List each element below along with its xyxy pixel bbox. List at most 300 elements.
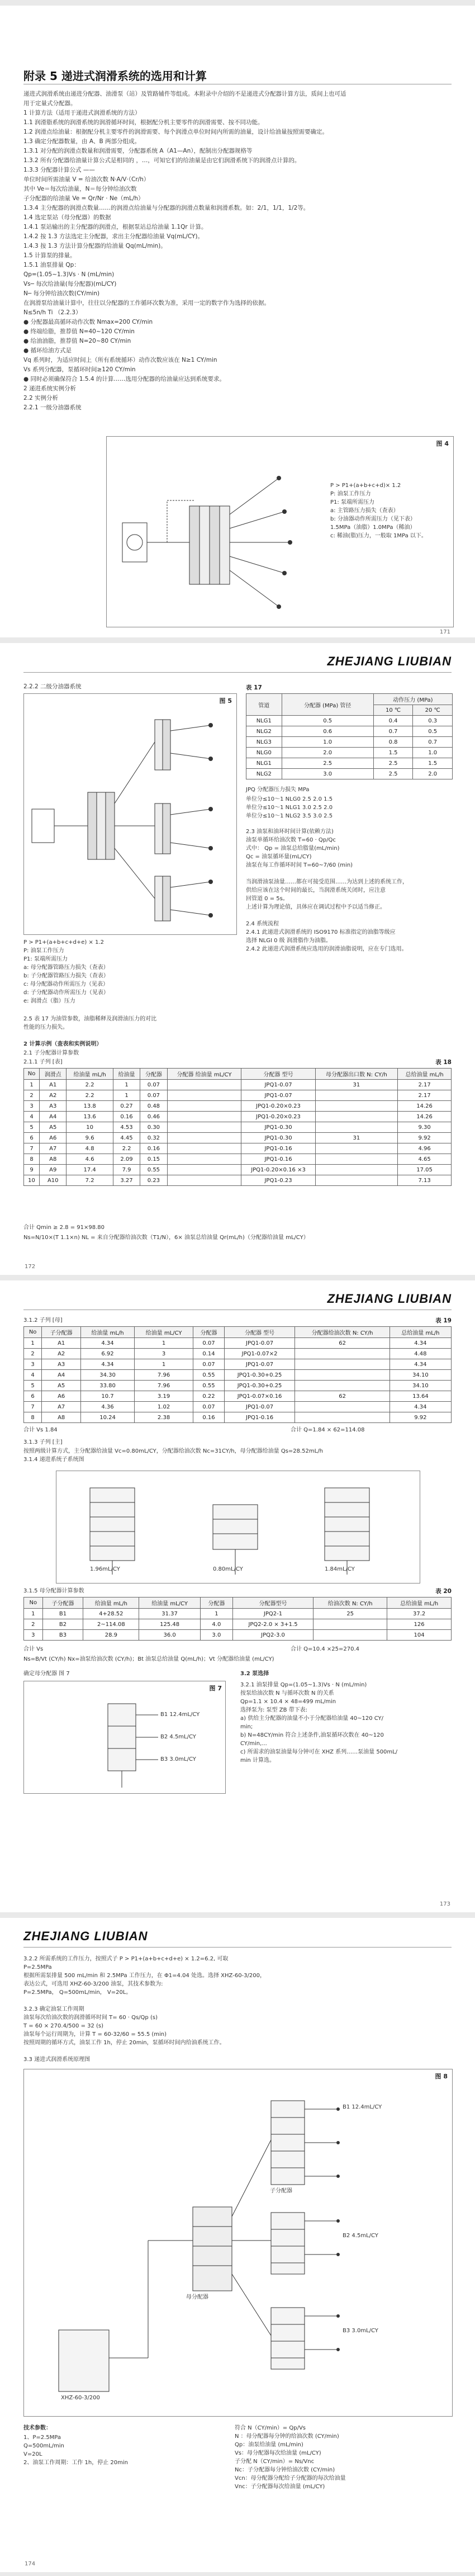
table-cell: NLG1 (246, 758, 282, 769)
table-cell (314, 1630, 387, 1641)
table-cell: 7.2 (66, 1175, 113, 1186)
table-cell: 0.6 (282, 726, 373, 737)
table-cell: 0.07 (140, 1090, 167, 1101)
table-header-cell: 给油量 mL/h (66, 1069, 113, 1080)
table-row (24, 1349, 452, 1359)
table-cell: 3 (24, 1359, 42, 1370)
text-line: P=2.5MPa， Q=500mL/min， V=20L。 (23, 1989, 132, 1996)
table-header-cell: 分配器 (200, 1597, 232, 1609)
body-line: 1.3.3 分配器计算公式 —— (23, 167, 95, 173)
side-line: 供给应该在这个时间的最长，当润滑系统关闭时，应注意 (246, 887, 386, 894)
table-header-cell: 给油次数 N: CY/h (314, 1597, 387, 1609)
table-header-cell: 子分配器 (42, 1327, 81, 1338)
side-line: Qc = 油泵循环量(mL/CY) (246, 854, 312, 860)
table-cell: 9.92 (390, 1412, 451, 1423)
table-row (24, 1619, 452, 1630)
page-172 (0, 643, 475, 1275)
brand-header: ZHEJIANG LIUBIAN (327, 1292, 452, 1306)
tech-param-line: 2、油泵工作周期：工作 1h，停止 20min (23, 2460, 129, 2466)
table-cell: 2 (24, 1619, 43, 1630)
formula-block (23, 938, 109, 1005)
table-cell: 7 (24, 1143, 40, 1154)
table-cell: 0.27 (113, 1101, 140, 1112)
table-cell: 1 (113, 1080, 140, 1090)
legend-line: 符合 N（CY/min）= Qp/Vs (235, 2425, 306, 2431)
sub-label: 子分配器 (270, 2188, 292, 2194)
table-cell (314, 1619, 387, 1630)
table-cell (295, 1349, 390, 1359)
table-header-row (24, 1069, 452, 1080)
table-cell: 7.9 (113, 1165, 140, 1175)
table-cell: 0.5 (282, 716, 373, 726)
table-cell: 2.0 (413, 769, 453, 779)
table-cell: 8 (24, 1154, 40, 1165)
table-row (24, 1630, 452, 1641)
table-cell: A3 (40, 1101, 66, 1112)
text-line: 按照周期的循环方式，油泵工作 1h，停止 20min，泵循环时间内给油系统工作。 (23, 2040, 225, 2046)
table-row (24, 1122, 452, 1133)
table-20-label: 表 20 (435, 1588, 452, 1595)
table-header-cell: 给油量 mL/h (83, 1597, 139, 1609)
table-cell: JPQ1-0.07 (224, 1359, 295, 1370)
table-cell: NLG1 (246, 716, 282, 726)
formula-line: a: 母分配器管路压力损失（查表） (23, 965, 109, 971)
table-cell: 4.65 (398, 1154, 452, 1165)
text-line: 油泵每个运行周期为，计算 T = 60-32/60 = 55.5 (min) (23, 2031, 167, 2038)
sec-2-1-1: 2.1.1 子列 [表] (23, 1059, 63, 1065)
table-cell: 3.0 (200, 1630, 232, 1641)
body-line: 用于定量式分配器。 (23, 100, 77, 107)
figure-note-line: a: 主管路压力损失（查表） (330, 508, 399, 514)
table-cell: 4.53 (113, 1122, 140, 1133)
table-cell: 3 (24, 1101, 40, 1112)
table-cell: A8 (40, 1154, 66, 1165)
formula-line: P1: 泵端所需压力 (23, 956, 68, 962)
side-line: 2.4.2 此递进式润滑系统应选用的润滑油脂说明，应在专门选用。 (246, 946, 407, 952)
diag-label-a: 1.96mL/CY (90, 1566, 120, 1572)
page-number: 171 (439, 629, 450, 635)
figure-4 (106, 436, 454, 627)
legend-line: Vcn：母分配器分配给子分配器的每次给油量 (235, 2475, 346, 2482)
table-cell: 0.3 (413, 716, 453, 726)
table-cell: 25 (314, 1609, 387, 1619)
formula-line: b: 子分配器管路压力损失（查表） (23, 973, 109, 979)
table-cell: JPQ1-0.07×2 (224, 1349, 295, 1359)
table-cell: 126 (387, 1619, 452, 1630)
table-header-cell: No (24, 1069, 40, 1080)
sec-2: 2 计算示例（查表和实例说明） (23, 1041, 102, 1047)
table-row (24, 1154, 452, 1165)
table-cell: 0.16 (140, 1143, 167, 1154)
table-cell: 2.5 (373, 769, 413, 779)
table-header-cell: 子分配器 (42, 1597, 83, 1609)
table-row (24, 1165, 452, 1175)
table-row (24, 1101, 452, 1112)
text-line: min; (240, 1724, 253, 1730)
text-line: a) 供给主分配器的油量不小于分配器给油量 40~120 CY/ (240, 1715, 384, 1722)
page-number: 172 (25, 1264, 36, 1270)
lube-system-diagram (111, 445, 324, 623)
table-cell: 9.92 (398, 1133, 452, 1143)
table-cell: A2 (40, 1090, 66, 1101)
body-line: Vs─ 每次给油量(每分配器)(mL/CY) (23, 281, 117, 287)
page4-text (23, 1955, 265, 2064)
table-header-cell: 润滑点 (40, 1069, 66, 1080)
table-header-cell: 总给油量 mL/h (398, 1069, 452, 1080)
table-cell: 4.45 (113, 1133, 140, 1143)
side-line: 当润滑油泵油量……都在可接受范围……为达到上述的系统工作， (246, 879, 408, 885)
table-cell (167, 1154, 241, 1165)
table-row (24, 1090, 452, 1101)
table-cell: A5 (40, 1122, 66, 1133)
table-cell: JPQ1-0.30 (241, 1133, 315, 1143)
chapter-title: 附录 5 递进式润滑系统的选用和计算 (23, 69, 207, 83)
table-cell: NLG2 (246, 769, 282, 779)
table-cell (295, 1381, 390, 1391)
table-cell: JPQ1-0.20×0.23 (241, 1112, 315, 1122)
text-line: 选择泵为: 泵型 ZB 带下表: (240, 1707, 307, 1713)
table-cell: 10.7 (81, 1391, 135, 1402)
body-line: 在润滑泵给油量计算中，往往以分配器的工作循环次数为准，采用一定的数字作为选择的依据。 (23, 300, 270, 306)
table-cell: 34.10 (390, 1381, 451, 1391)
body-line: 1.2 润滑点给油量：根据配分机主要零件的润滑需要、每个润滑点单位时间内所需的油量，设计给油量按照需要确定。 (23, 129, 329, 135)
table-17-label: 表 17 (246, 684, 262, 691)
table-cell: 2.17 (398, 1080, 452, 1090)
table-cell: 34.10 (390, 1370, 451, 1381)
table-cell: 3.19 (134, 1391, 193, 1402)
table-20 (23, 1597, 452, 1641)
side-line (246, 911, 408, 920)
pressure-table (246, 693, 453, 779)
table-cell: A8 (42, 1412, 81, 1423)
fig7-b1: B1 12.4mL/CY (160, 1712, 200, 1718)
legend-line: Vs：母分配器每次给油量 (mL/CY) (235, 2450, 321, 2456)
table-header-cell: 给油量 mL/h (81, 1327, 135, 1338)
body-line: 1.4.3 按 1.3 方法计算分配器的给油量 Qq(mL/min)。 (23, 243, 167, 249)
table-cell: 2.0 (282, 748, 373, 758)
table-18-label: 表 18 (435, 1059, 452, 1066)
figure-note-line: P > P1+(a+b+c+d)× 1.2 (330, 483, 401, 489)
table-header-cell: 总给油量 mL/h (387, 1597, 452, 1609)
table-cell: 4.34 (390, 1359, 451, 1370)
bottom-note-2: 性能的压力损失。 (23, 1024, 68, 1031)
body-line: ● 同时必须确保符合 1.5.4 的计算……选用分配器的给油量应达到系统要求。 (23, 376, 225, 382)
table-cell: 3 (134, 1349, 193, 1359)
sec-2-1: 2.1 子分配器计算参数 (23, 1050, 79, 1056)
table-19-total: 合计 Vs 1.84 (23, 1427, 58, 1433)
table-cell: 1 (24, 1338, 42, 1349)
two-stage-diagram (26, 697, 233, 932)
b2-label: B2 4.5mL/CY (343, 2233, 378, 2239)
table-cell: A4 (42, 1370, 81, 1381)
table-row (24, 1133, 452, 1143)
left-sub: 确定母分配器 图 7 (23, 1671, 70, 1677)
body-line: 1.1 润滑脂系统的润滑系统的润滑循环时间，根据配分机主要零件的润滑需要、按不同功能。 (23, 119, 264, 126)
table-cell: 3.0 (282, 769, 373, 779)
table-cell: 4.96 (398, 1143, 452, 1154)
table-row (24, 1143, 452, 1154)
tech-param-line: V=20L (23, 2451, 42, 2457)
table-header-cell: 给油量 (113, 1069, 140, 1080)
table-cell: 125.48 (139, 1619, 201, 1630)
table-cell: 0.14 (193, 1349, 225, 1359)
table-cell: 7 (24, 1402, 42, 1412)
table-header-row (24, 1327, 452, 1338)
table-cell: 4 (24, 1112, 40, 1122)
table-row (24, 1338, 452, 1349)
table-cell: 62 (295, 1338, 390, 1349)
table-cell: 0.22 (193, 1391, 225, 1402)
text-line: 油泵每次给油次数的润滑循环时间 T= 60 · Qs/Qp (s) (23, 2015, 158, 2021)
table-cell: JPQ1-0.07 (224, 1402, 295, 1412)
body-line: 1.5.1 油泵排量 Qp： (23, 262, 80, 268)
figure-note-line: c: 稀油(脂)压力，一般取 1MPa 以下。 (330, 533, 427, 539)
table-cell: JPQ1-0.30 (241, 1122, 315, 1133)
fig7-b3: B3 3.0mL/CY (160, 1756, 196, 1762)
table-cell: 4.34 (81, 1338, 135, 1349)
table-cell: 1 (24, 1609, 43, 1619)
table-cell: 4.34 (390, 1338, 451, 1349)
formula-line: c: 母分配器动作所需压力（见表） (23, 981, 109, 987)
side-text (246, 828, 408, 953)
text-line (23, 2047, 265, 2055)
diag-label-b: 0.80mL/CY (213, 1566, 243, 1572)
table-cell (315, 1101, 397, 1112)
b3-label: B3 3.0mL/CY (343, 2328, 378, 2334)
table-header-cell: 分配器 (140, 1069, 167, 1080)
body-line: 2.2.1 一级分油器系统 (23, 404, 82, 411)
table-header-cell: 分配器型号 (232, 1597, 313, 1609)
table-cell: 4+28.52 (83, 1609, 139, 1619)
text-line: 3.1.4 递进系统子系统图 (23, 1457, 84, 1463)
table-row (246, 716, 453, 726)
table-header-cell: No (24, 1597, 43, 1609)
text-line: 按泵给油次数 N 与循环次数 N 的关系 (240, 1690, 334, 1696)
body-line: 单位时间所需油量 V = 给油次数 N·A/V·（Cr/h） (23, 176, 150, 183)
table-cell (167, 1080, 241, 1090)
table-cell: JPQ1-0.07×0.16 (224, 1391, 295, 1402)
body-line: Vq 系列时，为适应时间上（所有系统循环）动作次数应该在 N≥1 CY/min (23, 357, 217, 363)
table-cell (295, 1370, 390, 1381)
figure-5-label: 图 5 (219, 697, 232, 705)
table-cell (315, 1175, 397, 1186)
table-cell: 0.55 (193, 1381, 225, 1391)
tech-param-line: 1、P=2.5MPa (23, 2435, 61, 2441)
figure-7-label: 图 7 (209, 1685, 222, 1692)
table-cell: 4.34 (81, 1359, 135, 1370)
table-cell: JPQ1-0.16 (224, 1412, 295, 1423)
figure-note-line: 1.5MPa（油脂）1.0MPa（稀油） (330, 524, 416, 531)
legend (235, 2424, 346, 2491)
table-cell: JPQ1-0.07 (241, 1080, 315, 1090)
table-row (24, 1370, 452, 1381)
table-cell: 2.2 (66, 1090, 113, 1101)
body-line: N≤5n/h Ti （2.2.3） (23, 309, 82, 316)
table-cell: 31 (315, 1080, 397, 1090)
table-cell: 1 (134, 1359, 193, 1370)
text-line: 3.3 递进式润滑系统原理图 (23, 2057, 91, 2063)
side-line: 上述计算为理论值，具体应在调试过程中予以适当修正。 (246, 904, 386, 910)
table-cell: 62 (295, 1391, 390, 1402)
table-cell: 4.48 (390, 1349, 451, 1359)
sec-3-1-5: 3.1.5 母分配器计算参数 (23, 1588, 84, 1594)
table-cell: 0.07 (140, 1080, 167, 1090)
sec-3-1-3-text (23, 1447, 323, 1464)
table-cell: 4 (24, 1370, 42, 1381)
table-cell: 7.13 (398, 1175, 452, 1186)
b1-label: B1 12.4mL/CY (343, 2104, 382, 2110)
table-19-total2: 合计 Q=1.84 × 62=114.08 (291, 1427, 365, 1433)
body-line: ● 循环给油方式是 (23, 347, 72, 354)
table-cell: 28.9 (83, 1630, 139, 1641)
table-cell: 2~114.08 (83, 1619, 139, 1630)
table-cell: A1 (40, 1080, 66, 1090)
table-cell: 2 (24, 1349, 42, 1359)
table-cell: 1 (134, 1338, 193, 1349)
table-cell: 4.8 (66, 1143, 113, 1154)
table-header-cell: 母分配器出口数 N: CY/h (315, 1069, 397, 1080)
table-cell (315, 1090, 397, 1101)
table-cell: JPQ1-0.20×0.23 (241, 1101, 315, 1112)
table-header-cell: 分配器 给油量 mL/CY (167, 1069, 241, 1080)
table-cell: 0.46 (140, 1112, 167, 1122)
page1-body (23, 89, 454, 413)
table-cell: 8 (24, 1412, 42, 1423)
th-size: 分配器 (MPa) 管径 (282, 694, 373, 716)
text-line: CY/min,... (240, 1741, 267, 1747)
table-cell: JPQ1-0.30+0.25 (224, 1381, 295, 1391)
table-cell: JPQ2-1 (232, 1609, 313, 1619)
figure-note-line: b: 分油器动作所需压力（见下表） (330, 516, 416, 522)
table-header-cell: 给油量 mL/CY (134, 1327, 193, 1338)
table-cell: A9 (40, 1165, 66, 1175)
body-line: 子分配器的给油量 Ve = Qr/Nr · Ne（mL/h） (23, 195, 144, 202)
table-cell: 3 (24, 1630, 43, 1641)
table-header-cell: 给油量 mL/CY (139, 1597, 201, 1609)
table-header-cell: 分配器 (193, 1327, 225, 1338)
page-174 (0, 1918, 475, 2572)
table-row (24, 1112, 452, 1122)
side-line (246, 869, 408, 878)
table-cell: B2 (42, 1619, 83, 1630)
table-19-label: 表 19 (435, 1317, 452, 1324)
table-cell: JPQ1-0.20×0.16 ×3 (241, 1165, 315, 1175)
table-row (24, 1609, 452, 1619)
table-cell: A4 (40, 1112, 66, 1122)
table-row (246, 748, 453, 758)
table-cell: 9.30 (398, 1122, 452, 1133)
table-cell: B3 (42, 1630, 83, 1641)
table-cell (167, 1090, 241, 1101)
table-cell: 7.96 (134, 1370, 193, 1381)
table-20-total2: 合计 Q=10.4 ×25=270.4 (291, 1646, 359, 1652)
table-row (24, 1412, 452, 1423)
text-line: 按照两级计算方式，主分配器给油量 Vc=0.80mL/CY，分配器给油次数 Nc=31CY/h，母分配器给油量 Qs=28.52mL/h (23, 1448, 323, 1454)
sub-system-diagram (56, 1471, 420, 1584)
page-173 (0, 1280, 475, 1912)
table-cell: 0.16 (193, 1412, 225, 1423)
page-number: 173 (439, 1901, 450, 1907)
table-cell: 1 (200, 1609, 232, 1619)
table-cell: JPQ1-0.23 (241, 1175, 315, 1186)
figure-note-line: P1: 泵端所需压力 (330, 499, 374, 505)
table-cell: NLG2 (246, 726, 282, 737)
table-row (24, 1359, 452, 1370)
table-cell: 5 (24, 1381, 42, 1391)
table-cell: 0.55 (140, 1165, 167, 1175)
table-cell (167, 1122, 241, 1133)
body-line: 1.5 计算泵的排量。 (23, 252, 76, 259)
table-cell: A2 (42, 1349, 81, 1359)
table-cell (315, 1165, 397, 1175)
text-line: 3.2.3 确定油泵工作周期 (23, 2006, 84, 2012)
table-cell: 31 (315, 1133, 397, 1143)
table-cell: 4.34 (390, 1402, 451, 1412)
header-rule (23, 672, 452, 673)
table-cell: 4.36 (81, 1402, 135, 1412)
side-line: 2.4.1 此递进式润滑系统的 ISO9170 标准指定的油脂等级应 (246, 929, 396, 935)
table-cell: 0.5 (413, 726, 453, 737)
table-cell: 0.7 (413, 737, 453, 748)
table-cell (295, 1359, 390, 1370)
text-line: Qp=1.1 × 10.4 × 48=499 mL/min (240, 1699, 336, 1705)
th-10c: 10 ℃ (373, 705, 413, 716)
side-line: 2.3 油泵和油环时间计算(依赖方法) (246, 829, 334, 835)
body-line: 1 计算方法（适用于递进式润滑系统的方法） (23, 110, 141, 116)
table-cell: 6 (24, 1391, 42, 1402)
table-cell: A6 (40, 1133, 66, 1143)
body-line: 2 递进系统实例分析 (23, 385, 77, 392)
body-line: 1.3.1 对分配的润滑点数量和润滑需要，分配器系统 A（A1—An），配制出分配器规格等 (23, 148, 253, 154)
figure-8 (23, 2069, 453, 2417)
table-cell (167, 1175, 241, 1186)
table-17-notes (246, 795, 332, 820)
table-row (246, 758, 453, 769)
table-cell: 2.17 (398, 1090, 452, 1101)
pump-label: XHZ-60-3/200 (61, 2395, 100, 2401)
text-line: min 计算选。 (240, 1757, 276, 1764)
table-cell (167, 1112, 241, 1122)
table-cell: 2.38 (134, 1412, 193, 1423)
table-cell: 0.15 (140, 1154, 167, 1165)
sec-3-1-2: 3.1.2 子列 [母] (23, 1317, 63, 1324)
table-cell: 13.6 (66, 1112, 113, 1122)
body-line: 1.4 选定泵站（母分配器）的数据 (23, 214, 111, 221)
table-20-total: 合计 Vs (23, 1646, 44, 1652)
table-cell: A5 (42, 1381, 81, 1391)
master-label: 母分配器 (186, 2294, 208, 2300)
table-cell: JPQ2-3.0 (232, 1630, 313, 1641)
table-cell: 2.2 (113, 1143, 140, 1154)
body-line: 1.3.4 主分配器的润滑点数量……的润滑点给油量与分配器的润滑点数量和润滑系数。如：2/1，1/1，1/2等。 (23, 205, 310, 211)
table-header-cell: 分配器给油次数 N: CY/h (295, 1327, 390, 1338)
body-line: Qp=(1.05~1.3)Vs · N (mL/min) (23, 271, 115, 278)
table-cell: 1.02 (134, 1402, 193, 1412)
right-sub: 3.2 泵选择 (240, 1671, 269, 1677)
table-cell: 0.8 (373, 737, 413, 748)
body-line: 其中 Ve＝每次给油量，N＝每分钟给油次数 (23, 186, 137, 192)
table-cell: 2.5 (282, 758, 373, 769)
table-18-total: 合计 Qmin ≥ 2.8 = 91×98.80 (23, 1225, 105, 1231)
legend-line: 子分配 N（CY/min）= Ns/Vnc (235, 2459, 315, 2465)
text-line: 表达公式，可选用 XHZ-60-3/200 油泵，其技术参数为: (23, 1981, 163, 1987)
table-cell: 0.07 (193, 1338, 225, 1349)
table-row (24, 1402, 452, 1412)
table-cell: 0.55 (193, 1370, 225, 1381)
tech-params-title: 技术参数： (23, 2425, 51, 2431)
table-cell: NLG3 (246, 737, 282, 748)
side-line: 回管道 0 = 5s。 (246, 896, 288, 902)
